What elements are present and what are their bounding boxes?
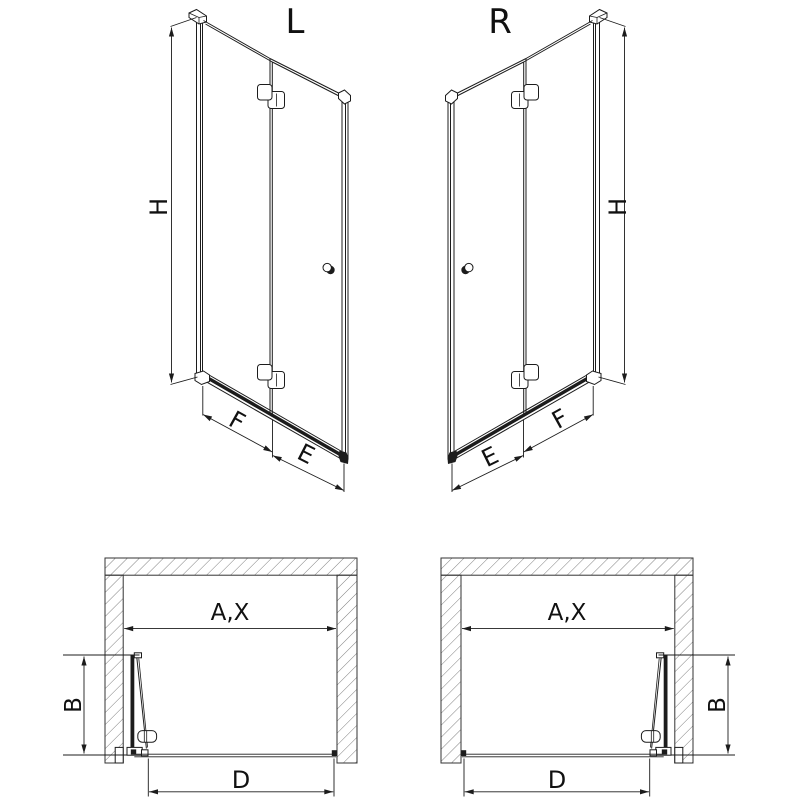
dim-label-panel-swing-left: E	[292, 438, 320, 470]
variant-label-left: L	[285, 2, 305, 42]
dim-label-entry-right: D	[547, 766, 567, 794]
dim-label-panel-wall-right: F	[547, 403, 573, 435]
dim-label-panel-wall-left: F	[224, 405, 250, 437]
top-wall	[105, 558, 357, 575]
dim-label-fold-depth-left: B	[61, 697, 87, 713]
elevation-right-drawing	[446, 2, 633, 492]
variant-label-right: R	[488, 2, 512, 42]
plan-right-door	[461, 653, 671, 757]
top-wall	[441, 558, 693, 575]
plan-right-dimensions	[462, 629, 735, 797]
dim-label-opening-right: A,X	[547, 600, 587, 626]
elevation-left-drawing	[145, 2, 351, 492]
dim-label-height-left: H	[145, 197, 173, 217]
plan-right-drawing	[441, 558, 735, 797]
right-wall	[675, 575, 693, 763]
plan-left-drawing	[61, 558, 357, 797]
plan-left-door	[127, 653, 337, 757]
elevation-right-linework	[446, 10, 626, 493]
dim-label-opening-left: A,X	[210, 600, 250, 626]
right-wall	[337, 575, 357, 763]
elevation-left-linework	[171, 10, 351, 493]
dim-label-fold-depth-right: B	[705, 697, 731, 713]
dim-label-height-right: H	[604, 197, 632, 217]
dim-label-panel-swing-right: E	[477, 441, 503, 473]
left-wall	[441, 575, 461, 763]
dim-label-entry-left: D	[231, 766, 251, 794]
plan-left-dimensions	[63, 629, 336, 797]
left-wall	[105, 575, 123, 763]
